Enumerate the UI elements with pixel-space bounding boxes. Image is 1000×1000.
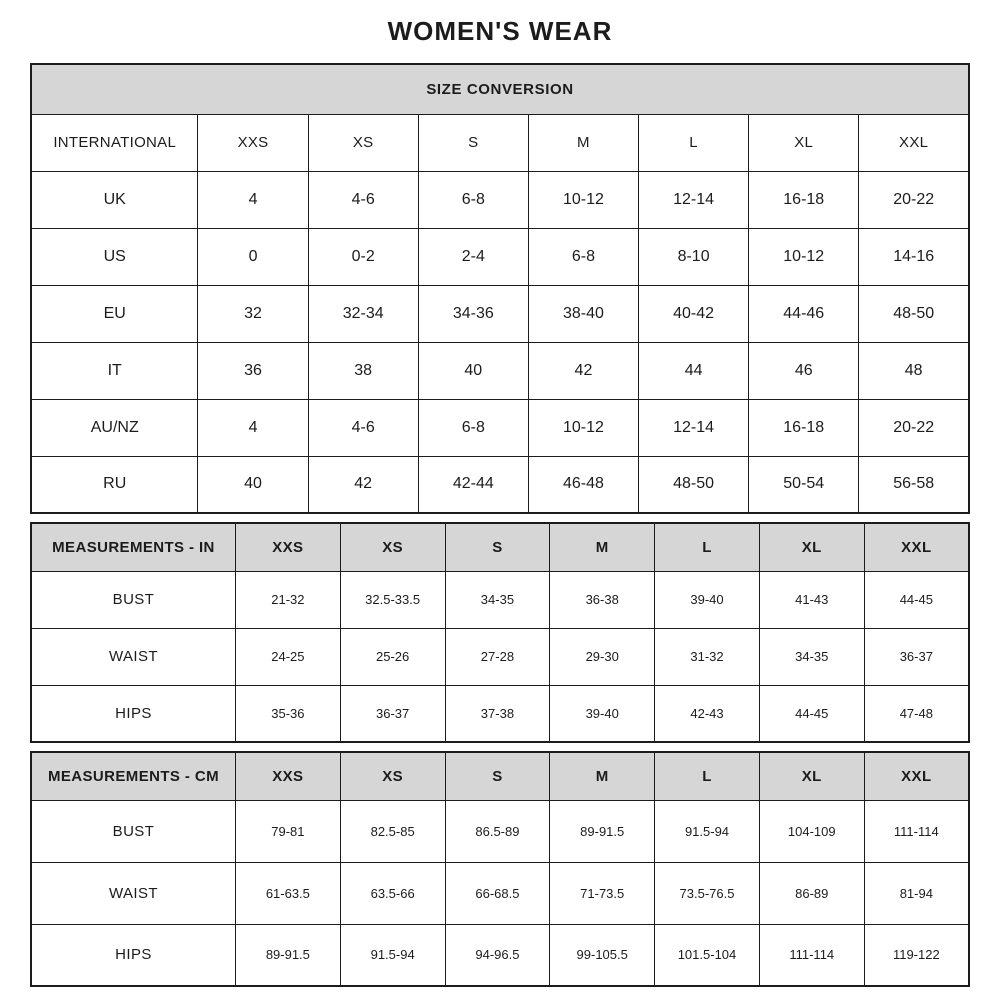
row-label: RU <box>31 456 198 513</box>
data-cell: 10-12 <box>528 171 638 228</box>
data-cell: 12-14 <box>639 399 749 456</box>
data-cell: 34-36 <box>418 285 528 342</box>
header-cell-size: XXL <box>859 114 969 171</box>
header-cell-size: L <box>655 752 760 800</box>
data-cell: 50-54 <box>749 456 859 513</box>
header-cell-size: XL <box>749 114 859 171</box>
row-label: UK <box>31 171 198 228</box>
data-cell: 47-48 <box>864 685 969 742</box>
data-cell: 2-4 <box>418 228 528 285</box>
table-row <box>31 228 969 285</box>
header-cell-size: XL <box>759 752 864 800</box>
data-cell: 0-2 <box>308 228 418 285</box>
header-cell-size: XXL <box>864 752 969 800</box>
header-cell-size: XS <box>340 523 445 571</box>
data-cell: 48-50 <box>859 285 969 342</box>
page-title: WOMEN'S WEAR <box>387 16 613 46</box>
size-conversion-table <box>30 63 970 514</box>
data-cell: 38-40 <box>528 285 638 342</box>
header-cell-size: L <box>639 114 749 171</box>
row-label: BUST <box>31 571 235 628</box>
data-cell: 4 <box>198 171 308 228</box>
data-cell: 44-45 <box>864 571 969 628</box>
data-cell: 86-89 <box>759 862 864 924</box>
header-cell-label: MEASUREMENTS - IN <box>31 523 235 571</box>
table-row <box>31 285 969 342</box>
data-cell: 4-6 <box>308 171 418 228</box>
data-cell: 46 <box>749 342 859 399</box>
table-title: SIZE CONVERSION <box>31 64 969 114</box>
table-row <box>31 399 969 456</box>
data-cell: 81-94 <box>864 862 969 924</box>
data-cell: 10-12 <box>528 399 638 456</box>
data-cell: 32.5-33.5 <box>340 571 445 628</box>
data-cell: 37-38 <box>445 685 550 742</box>
data-cell: 79-81 <box>235 800 340 862</box>
table-row <box>31 571 969 628</box>
data-cell: 42-43 <box>655 685 760 742</box>
data-cell: 48-50 <box>639 456 749 513</box>
data-cell: 8-10 <box>639 228 749 285</box>
data-cell: 111-114 <box>864 800 969 862</box>
header-cell-size: XXS <box>235 752 340 800</box>
data-cell: 24-25 <box>235 628 340 685</box>
data-cell: 42 <box>308 456 418 513</box>
row-label: AU/NZ <box>31 399 198 456</box>
row-label: US <box>31 228 198 285</box>
data-cell: 10-12 <box>749 228 859 285</box>
data-cell: 41-43 <box>759 571 864 628</box>
header-cell-size: M <box>550 523 655 571</box>
data-cell: 35-36 <box>235 685 340 742</box>
table-row <box>31 628 969 685</box>
data-cell: 86.5-89 <box>445 800 550 862</box>
table-row <box>31 685 969 742</box>
data-cell: 48 <box>859 342 969 399</box>
data-cell: 12-14 <box>639 171 749 228</box>
data-cell: 14-16 <box>859 228 969 285</box>
data-cell: 101.5-104 <box>655 924 760 986</box>
data-cell: 36-38 <box>550 571 655 628</box>
measurements-in-table <box>30 522 970 743</box>
data-cell: 91.5-94 <box>340 924 445 986</box>
data-cell: 6-8 <box>418 399 528 456</box>
data-cell: 42 <box>528 342 638 399</box>
data-cell: 4 <box>198 399 308 456</box>
data-cell: 104-109 <box>759 800 864 862</box>
data-cell: 36 <box>198 342 308 399</box>
data-cell: 38 <box>308 342 418 399</box>
data-cell: 34-35 <box>759 628 864 685</box>
data-cell: 25-26 <box>340 628 445 685</box>
data-cell: 39-40 <box>550 685 655 742</box>
data-cell: 20-22 <box>859 399 969 456</box>
header-cell-size: S <box>445 523 550 571</box>
data-cell: 36-37 <box>864 628 969 685</box>
header-cell-label: MEASUREMENTS - CM <box>31 752 235 800</box>
data-cell: 40 <box>418 342 528 399</box>
header-cell-size: S <box>418 114 528 171</box>
data-cell: 6-8 <box>528 228 638 285</box>
data-cell: 82.5-85 <box>340 800 445 862</box>
header-cell-size: M <box>550 752 655 800</box>
row-label: WAIST <box>31 862 235 924</box>
data-cell: 6-8 <box>418 171 528 228</box>
data-cell: 4-6 <box>308 399 418 456</box>
data-cell: 16-18 <box>749 171 859 228</box>
data-cell: 61-63.5 <box>235 862 340 924</box>
row-label: IT <box>31 342 198 399</box>
header-cell-size: M <box>528 114 638 171</box>
data-cell: 40-42 <box>639 285 749 342</box>
data-cell: 34-35 <box>445 571 550 628</box>
measurements-cm-table <box>30 751 970 987</box>
data-cell: 20-22 <box>859 171 969 228</box>
header-cell-label: INTERNATIONAL <box>31 114 198 171</box>
data-cell: 63.5-66 <box>340 862 445 924</box>
data-cell: 39-40 <box>655 571 760 628</box>
row-label: BUST <box>31 800 235 862</box>
data-cell: 66-68.5 <box>445 862 550 924</box>
table-row <box>31 924 969 986</box>
table-row <box>31 800 969 862</box>
header-cell-size: XXS <box>235 523 340 571</box>
table-row <box>31 342 969 399</box>
data-cell: 40 <box>198 456 308 513</box>
row-label: WAIST <box>31 628 235 685</box>
data-cell: 119-122 <box>864 924 969 986</box>
header-cell-size: XL <box>759 523 864 571</box>
row-label: HIPS <box>31 685 235 742</box>
header-row <box>31 752 969 800</box>
data-cell: 16-18 <box>749 399 859 456</box>
header-cell-size: XS <box>308 114 418 171</box>
data-cell: 56-58 <box>859 456 969 513</box>
data-cell: 31-32 <box>655 628 760 685</box>
data-cell: 91.5-94 <box>655 800 760 862</box>
table-row <box>31 171 969 228</box>
data-cell: 27-28 <box>445 628 550 685</box>
table-title-row <box>31 64 969 114</box>
data-cell: 21-32 <box>235 571 340 628</box>
data-cell: 36-37 <box>340 685 445 742</box>
data-cell: 0 <box>198 228 308 285</box>
data-cell: 111-114 <box>759 924 864 986</box>
data-cell: 29-30 <box>550 628 655 685</box>
row-label: HIPS <box>31 924 235 986</box>
data-cell: 89-91.5 <box>235 924 340 986</box>
table-row <box>31 862 969 924</box>
data-cell: 44 <box>639 342 749 399</box>
header-cell-size: XS <box>340 752 445 800</box>
data-cell: 32 <box>198 285 308 342</box>
header-row <box>31 114 969 171</box>
data-cell: 32-34 <box>308 285 418 342</box>
header-cell-size: L <box>655 523 760 571</box>
data-cell: 46-48 <box>528 456 638 513</box>
data-cell: 71-73.5 <box>550 862 655 924</box>
data-cell: 89-91.5 <box>550 800 655 862</box>
header-cell-size: XXL <box>864 523 969 571</box>
data-cell: 99-105.5 <box>550 924 655 986</box>
data-cell: 42-44 <box>418 456 528 513</box>
data-cell: 94-96.5 <box>445 924 550 986</box>
data-cell: 73.5-76.5 <box>655 862 760 924</box>
row-label: EU <box>31 285 198 342</box>
header-cell-size: S <box>445 752 550 800</box>
data-cell: 44-46 <box>749 285 859 342</box>
header-cell-size: XXS <box>198 114 308 171</box>
table-row <box>31 456 969 513</box>
data-cell: 44-45 <box>759 685 864 742</box>
header-row <box>31 523 969 571</box>
